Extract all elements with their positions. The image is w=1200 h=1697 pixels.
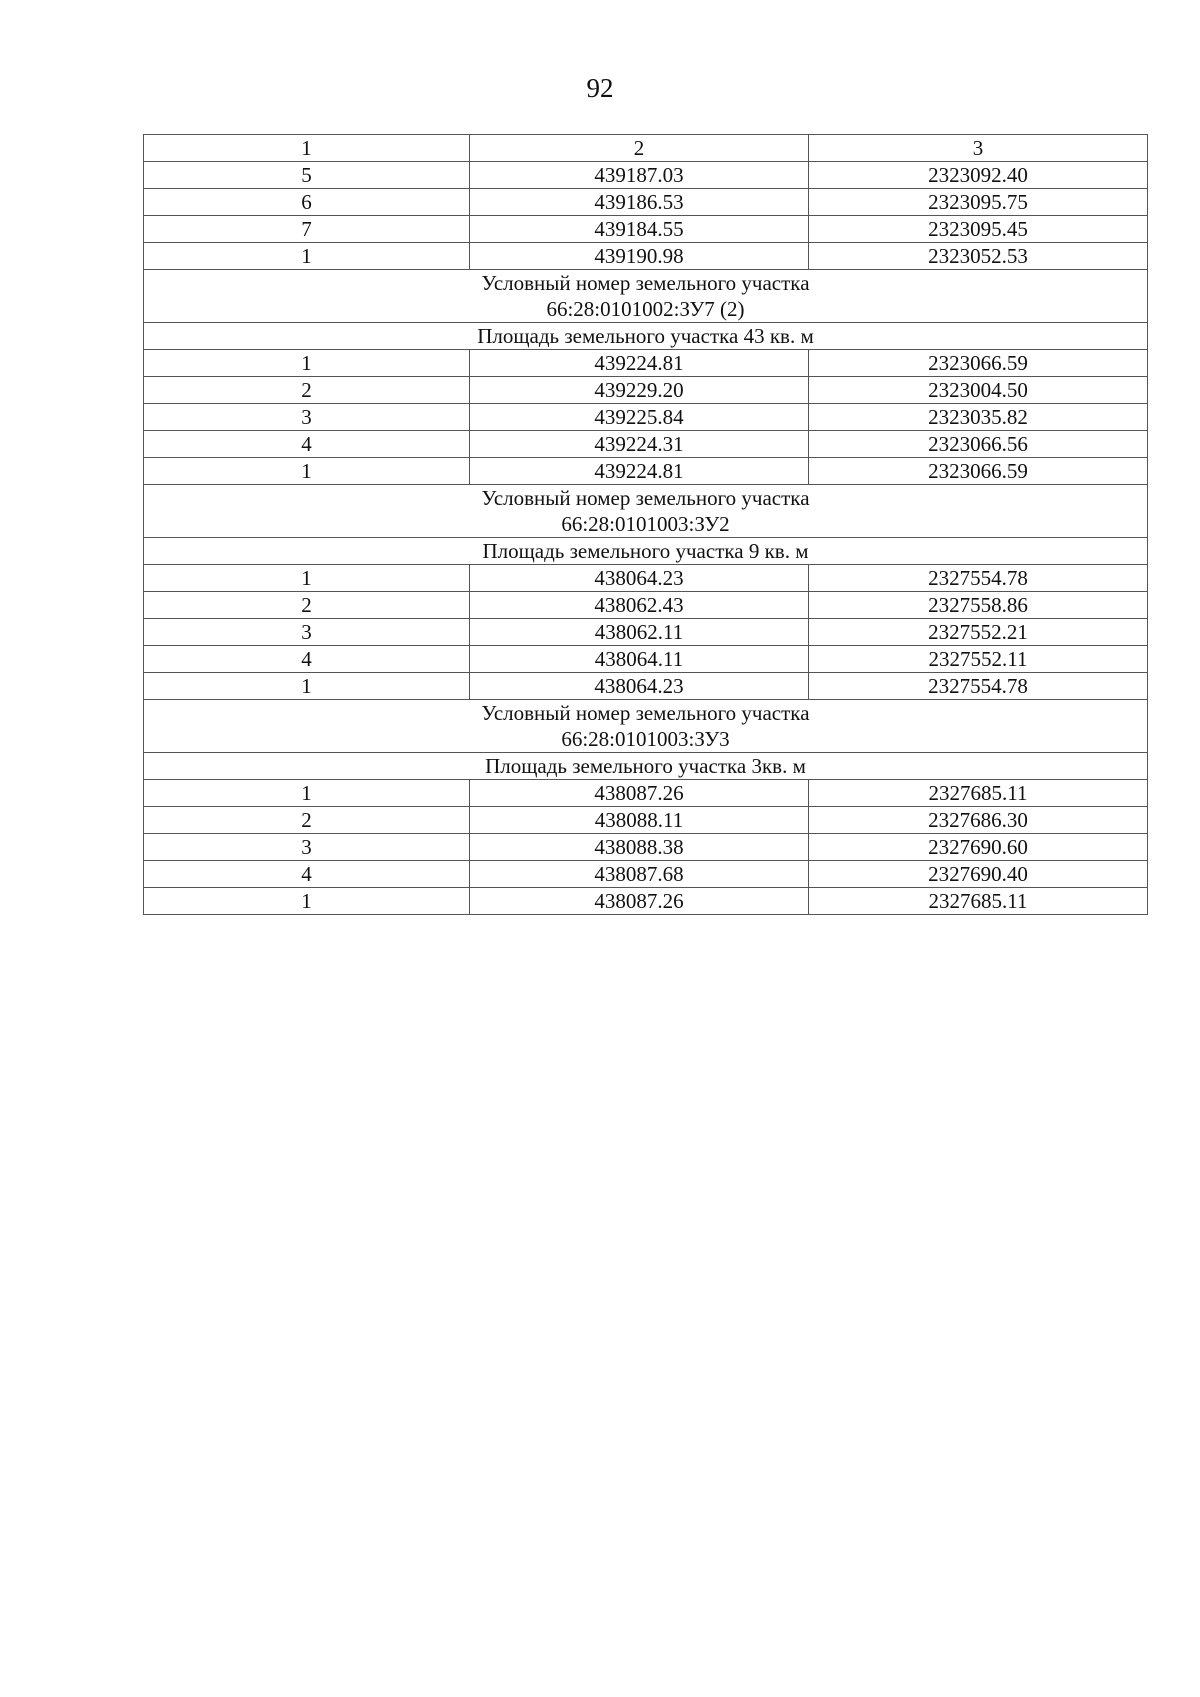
table-row: [144, 216, 1148, 243]
parcel-number-row: [144, 270, 1148, 323]
table-row: [144, 162, 1148, 189]
table-row: [144, 888, 1148, 915]
point-number-cell: 1: [144, 458, 470, 485]
parcel-number-row: [144, 485, 1148, 538]
parcel-number-cell: [144, 485, 1148, 538]
y-coordinate-cell: 2323066.59: [809, 458, 1148, 485]
x-coordinate-cell: 438064.23: [470, 673, 809, 700]
y-coordinate-cell: 2327690.40: [809, 861, 1148, 888]
x-coordinate-cell: 439224.81: [470, 350, 809, 377]
table-row: [144, 565, 1148, 592]
parcel-number: 66:28:0101003:ЗУ3: [561, 727, 730, 751]
x-coordinate-cell: 439224.81: [470, 458, 809, 485]
point-number-cell: 4: [144, 646, 470, 673]
y-coordinate-cell: 2323095.45: [809, 216, 1148, 243]
table-row: [144, 619, 1148, 646]
table-row: [144, 861, 1148, 888]
table-row: [144, 807, 1148, 834]
y-coordinate-cell: 2323035.82: [809, 404, 1148, 431]
parcel-number-cell: [144, 700, 1148, 753]
table-row: [144, 646, 1148, 673]
x-coordinate-cell: 439229.20: [470, 377, 809, 404]
table-row: [144, 592, 1148, 619]
y-coordinate-cell: 2323004.50: [809, 377, 1148, 404]
x-coordinate-cell: 438087.26: [470, 780, 809, 807]
header-cell-x: 2: [470, 135, 809, 162]
point-number-cell: 1: [144, 673, 470, 700]
table-row: [144, 431, 1148, 458]
x-coordinate-cell: 439187.03: [470, 162, 809, 189]
point-number-cell: 2: [144, 377, 470, 404]
x-coordinate-cell: 439224.31: [470, 431, 809, 458]
point-number-cell: 1: [144, 888, 470, 915]
y-coordinate-cell: 2323066.59: [809, 350, 1148, 377]
y-coordinate-cell: 2327686.30: [809, 807, 1148, 834]
page-number: 92: [586, 73, 614, 103]
point-number-cell: 3: [144, 834, 470, 861]
y-coordinate-cell: 2327685.11: [809, 888, 1148, 915]
point-number-cell: 1: [144, 780, 470, 807]
y-coordinate-cell: 2327554.78: [809, 673, 1148, 700]
parcel-area: Площадь земельного участка 43 кв. м: [144, 323, 1148, 350]
point-number-cell: 2: [144, 592, 470, 619]
y-coordinate-cell: 2327685.11: [809, 780, 1148, 807]
x-coordinate-cell: 438064.23: [470, 565, 809, 592]
x-coordinate-cell: 438088.38: [470, 834, 809, 861]
table-row: [144, 189, 1148, 216]
parcel-area: Площадь земельного участка 3кв. м: [144, 753, 1148, 780]
table-row: [144, 404, 1148, 431]
point-number-cell: 4: [144, 861, 470, 888]
point-number-cell: 1: [144, 243, 470, 270]
y-coordinate-cell: 2323052.53: [809, 243, 1148, 270]
point-number-cell: 6: [144, 189, 470, 216]
header-cell-point: 1: [144, 135, 470, 162]
point-number-cell: 1: [144, 350, 470, 377]
y-coordinate-cell: 2323066.56: [809, 431, 1148, 458]
table-row: [144, 243, 1148, 270]
point-number-cell: 5: [144, 162, 470, 189]
parcel-title: Условный номер земельного участка: [481, 271, 810, 295]
table-row: [144, 673, 1148, 700]
header-cell-y: 3: [809, 135, 1148, 162]
parcel-area-row: [144, 323, 1148, 350]
parcel-title: Условный номер земельного участка: [481, 486, 810, 510]
point-number-cell: 7: [144, 216, 470, 243]
parcel-number-row: [144, 700, 1148, 753]
table-row: [144, 350, 1148, 377]
y-coordinate-cell: 2327690.60: [809, 834, 1148, 861]
y-coordinate-cell: 2323092.40: [809, 162, 1148, 189]
y-coordinate-cell: 2327552.11: [809, 646, 1148, 673]
x-coordinate-cell: 438088.11: [470, 807, 809, 834]
table-header-row: [144, 135, 1148, 162]
x-coordinate-cell: 439184.55: [470, 216, 809, 243]
coordinates-table: [143, 134, 1148, 915]
y-coordinate-cell: 2323095.75: [809, 189, 1148, 216]
table-row: [144, 834, 1148, 861]
x-coordinate-cell: 438062.43: [470, 592, 809, 619]
point-number-cell: 3: [144, 619, 470, 646]
parcel-area-row: [144, 538, 1148, 565]
parcel-number: 66:28:0101002:ЗУ7 (2): [546, 297, 745, 321]
x-coordinate-cell: 439190.98: [470, 243, 809, 270]
x-coordinate-cell: 438064.11: [470, 646, 809, 673]
x-coordinate-cell: 438087.68: [470, 861, 809, 888]
table-row: [144, 780, 1148, 807]
point-number-cell: 3: [144, 404, 470, 431]
x-coordinate-cell: 438087.26: [470, 888, 809, 915]
x-coordinate-cell: 438062.11: [470, 619, 809, 646]
parcel-number: 66:28:0101003:ЗУ2: [561, 512, 730, 536]
parcel-area-row: [144, 753, 1148, 780]
parcel-area: Площадь земельного участка 9 кв. м: [144, 538, 1148, 565]
x-coordinate-cell: 439186.53: [470, 189, 809, 216]
y-coordinate-cell: 2327552.21: [809, 619, 1148, 646]
table-row: [144, 458, 1148, 485]
y-coordinate-cell: 2327558.86: [809, 592, 1148, 619]
point-number-cell: 4: [144, 431, 470, 458]
table-row: [144, 377, 1148, 404]
parcel-title: Условный номер земельного участка: [481, 701, 810, 725]
x-coordinate-cell: 439225.84: [470, 404, 809, 431]
parcel-number-cell: [144, 270, 1148, 323]
y-coordinate-cell: 2327554.78: [809, 565, 1148, 592]
point-number-cell: 1: [144, 565, 470, 592]
point-number-cell: 2: [144, 807, 470, 834]
